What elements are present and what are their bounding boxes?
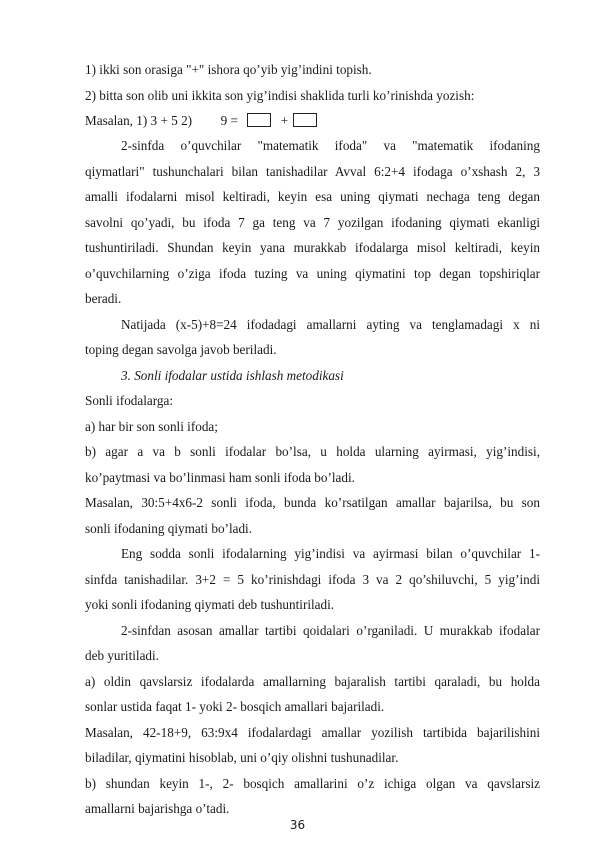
text-line: a) har bir son sonli ifoda; [85,419,218,434]
text-line: Masalan, 42-18+9, 63:9x4 ifodalardagi amallar yozilish tartibida bajarilishini [85,725,540,740]
text-line: tushuntiriladi. Shundan keyin yana murakkab ifodalarga misol keltiradi, keyin [85,240,540,255]
text-line: amallarni bajarishga o’tadi. [85,801,230,816]
text-line: deb yuritiladi. [85,648,159,663]
text-line: ko’paytmasi va bo’linmasi ham sonli ifoda bo’ladi. [85,470,355,485]
text-line: beradi. [85,291,122,306]
text-line: sinfda tanishadilar. 3+2 = 5 ko’rinishdagi ifoda 3 va 2 qo’shiluvchi, 5 yig’indi [85,572,540,587]
text-line: o’quvchilarning o’ziga ifoda tuzing va uning qiymatini top degan topshiriqlar [85,266,540,281]
text-line: b) shundan keyin 1-, 2- bosqich amallarini o’z ichiga olgan va qavslarsiz [85,776,540,791]
text-line: 1) ikki son orasiga "+" ishora qo’yib yig’indini topish. [85,62,372,77]
page-number: 36 [289,818,306,832]
text-line: 2) bitta son olib uni ikkita son yig’indisi shaklida turli ko’rinishda yozish: [85,88,475,103]
text-line: qiymatlari" tushunchalari bilan tanishadilar Avval 6:2+4 ifodaga o’xshash 2, 3 [85,164,540,179]
plus-sign: + [280,113,289,128]
blank-box [293,113,317,127]
text-line: a) oldin qavslarsiz ifodalarda amallarning bajaralish tartibi qaraladi, bu holda [85,674,540,689]
text-line: 2-sinfdan asosan amallar tartibi qoidalari o’rganiladi. U murakkab ifodalar [121,623,540,638]
blank-box [247,113,271,127]
text-line: amalli ifodalarni misol keltiradi, keyin esa uning qiymati nechaga teng degan [85,189,540,204]
text-line: savolni qo’yadi, bu ifoda 7 ga teng va 7 yozilgan ifodaning qiymati ekanligi [85,215,540,230]
text-line: sonlar ustida faqat 1- yoki 2- bosqich amallari bajariladi. [85,699,385,714]
text-line: Sonli ifodalarga: [85,393,174,408]
example-line [85,112,540,129]
example-equation: 9 = [220,113,238,128]
text-line: b) agar a va b sonli ifodalar bo’lsa, u holda ularning ayirmasi, yig’indisi, [85,444,540,459]
example-prefix: Masalan, 1) 3 + 5 2) [85,113,193,128]
section-heading: 3. Sonli ifodalar ustida ishlash metodikasi [121,368,344,383]
text-line: biladilar, qiymatini hisoblab, uni o’qiy olishni tushunadilar. [85,750,399,765]
text-line: toping degan savolga javob beriladi. [85,342,277,357]
text-line: sonli ifodaning qiymati bo’ladi. [85,521,253,536]
text-line: 2-sinfda o’quvchilar "matematik ifoda" va "matematik ifodaning [121,138,540,153]
text-line: yoki sonli ifodaning qiymati deb tushuntiriladi. [85,597,335,612]
text-line: Masalan, 30:5+4x6-2 sonli ifoda, bunda ko’rsatilgan amallar bajarilsa, bu son [85,495,540,510]
text-line: Natijada (x-5)+8=24 ifodadagi amallarni ayting va tenglamadagi x ni [121,317,540,332]
text-line: Eng sodda sonli ifodalarning yig’indisi va ayirmasi bilan o’quvchilar 1- [121,546,540,561]
